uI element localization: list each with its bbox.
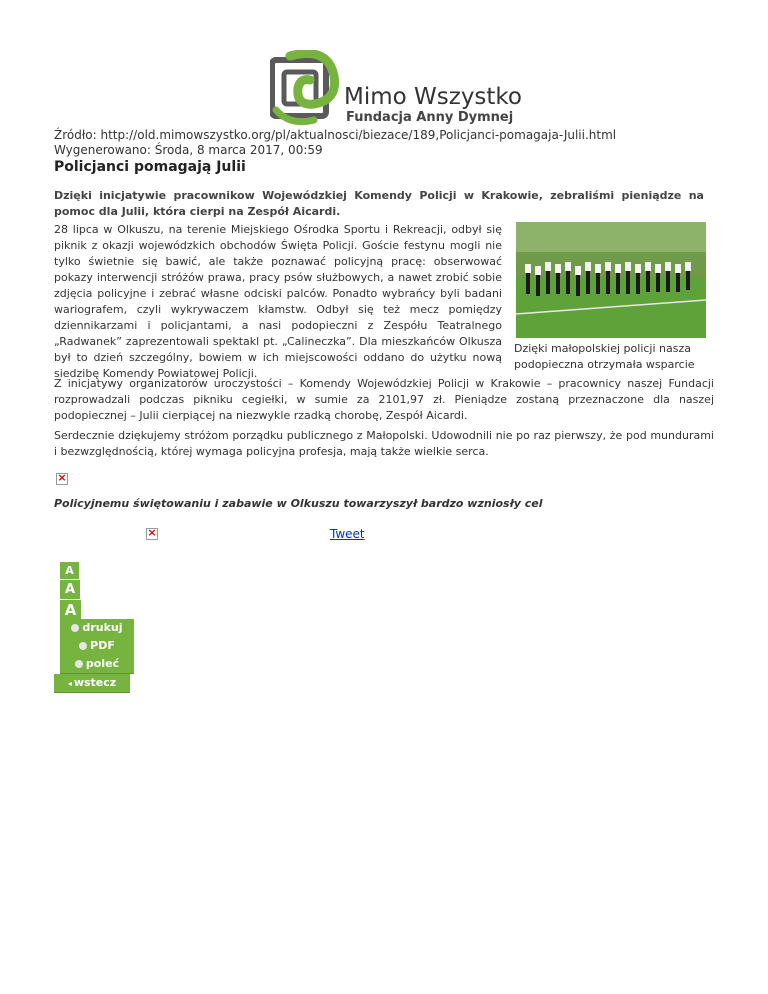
generated-line: Wygenerowano: Środa, 8 marca 2017, 00:59 <box>54 143 323 157</box>
font-size-small-button[interactable]: A <box>60 562 79 579</box>
back-arrow-icon: ◂ <box>67 679 72 688</box>
pdf-label: PDF <box>90 639 115 652</box>
photo-caption: Dzięki małopolskiej policji nasza podopieczna otrzymała wsparcie <box>514 342 695 371</box>
article-title: Policjanci pomagają Julii <box>54 159 246 175</box>
envelope-icon <box>75 660 83 668</box>
source-line: Źródło: http://old.mimowszystko.org/pl/aktualnosci/biezace/189,Policjanci-pomagaja-Julii.html <box>54 128 617 142</box>
logo-name: Mimo Wszystko <box>344 84 523 110</box>
broken-image-icon: × <box>147 526 157 539</box>
recommend-button[interactable] <box>60 655 134 674</box>
image-caption: Policyjnemu świętowaniu i zabawie w Olkuszu towarzyszył bardzo wzniosły cel <box>54 497 543 510</box>
article-paragraph-2: Z inicjatywy organizatorów uroczystości – Komendy Wojewódzkiej Policji w Krakowie – pracownicy naszej Fundacji rozprowadzali podczas pikniku cegiełki, w sumie za 2101,97 zł. Pieniądze zostaną przeznaczone dla naszej podopiecznej – Julii cierpiącej na niezwykle rzadką chorobę, Zespół Aicardi. <box>54 377 714 422</box>
back-label: wstecz <box>73 676 117 689</box>
recommend-label: poleć <box>85 657 120 670</box>
police-band-photo <box>516 222 706 338</box>
print-button[interactable] <box>60 619 134 638</box>
back-button[interactable] <box>54 674 130 693</box>
article-paragraph-1: 28 lipca w Olkuszu, na terenie Miejskiego Ośrodka Sportu i Rekreacji, odbył się piknik z okazji wojewódzkich obchodów Święta Policji. Goście festynu mogli nie tylko świetnie się bawić, ale także poznawać policyjną pracę: obserwować pokazy interwencji stróżów prawa, pracy psów służbowych, a nawet zrobić sobie zdjęcia policyjne i zebrać własne odciski palców. Ponadto wybrańcy byli badani wariografem, czyli wykrywaczem kłamstw. Odbył się też mecz pomiędzy dziennikarzami i policjantami, a nasi podopieczni z Zespółu Teatralnego „Radwanek” zaprezentowali spektakl pt. „Calineczka”. Dla mieszkańców Olkusza był to dzień szczególny, bowiem w ich miejscowości oddano do użytku nową siedzibę Komendy Powiatowej Policji. <box>54 223 502 380</box>
article-lead: Dzięki inicjatywie pracownikow Wojewódzkiej Komendy Policji w Krakowie, zebraliśmi pieniądze na pomoc dla Julii, która cierpi na Zespół Aicardi. <box>54 189 704 218</box>
printer-icon <box>71 624 79 632</box>
spiral-logo-icon <box>270 50 340 128</box>
tweet-link[interactable]: Tweet <box>330 527 365 541</box>
font-size-medium-button[interactable]: A <box>60 580 80 599</box>
pdf-button[interactable] <box>60 637 134 656</box>
broken-image-icon: × <box>57 471 67 484</box>
font-size-large-button[interactable]: A <box>60 600 81 620</box>
logo-subtitle: Fundacja Anny Dymnej <box>346 110 514 125</box>
article-paragraph-3: Serdecznie dziękujemy stróżom porządku publicznego z Małopolski. Udowodnili nie po raz pierwszy, że pod mundurami i bezwzględnością, której wymaga policyjna profesja, mają także wielkie serca. <box>54 429 714 458</box>
print-label: drukuj <box>82 621 123 634</box>
pdf-icon <box>79 642 87 650</box>
document-meta <box>54 128 616 158</box>
foundation-logo <box>270 50 523 130</box>
